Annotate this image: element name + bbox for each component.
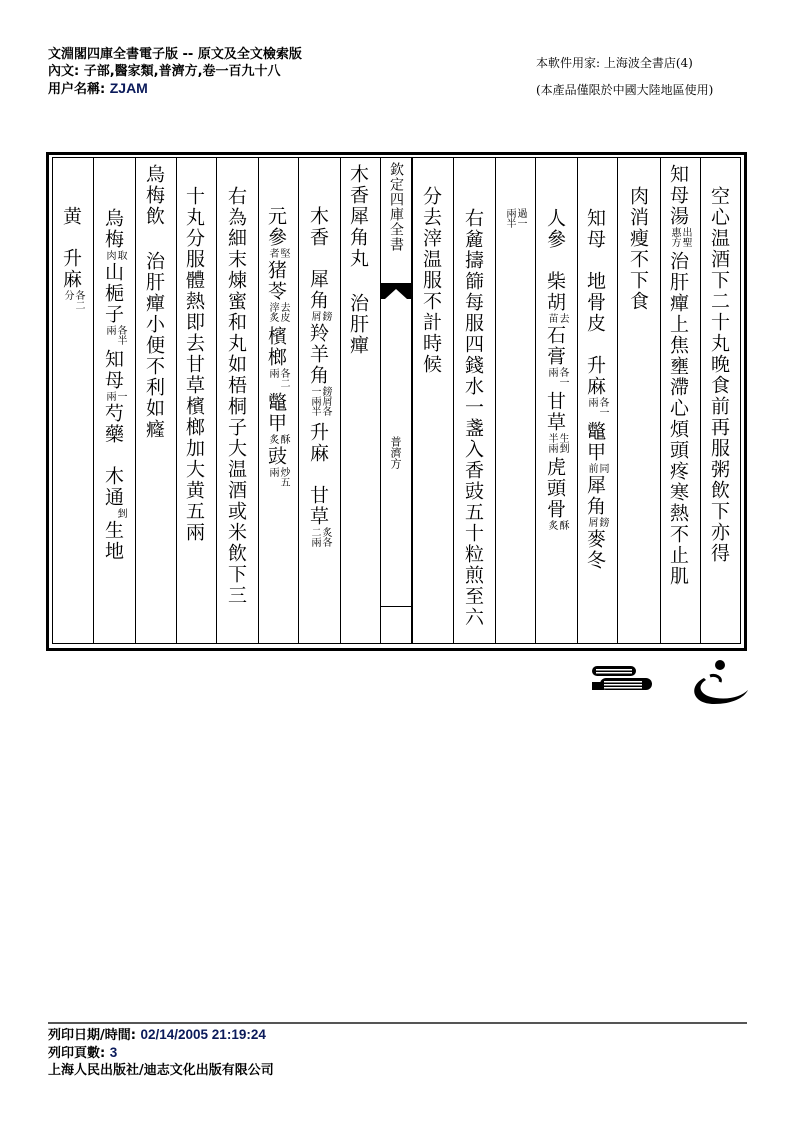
main-text: 治肝癉上焦壅滯心煩頭疼寒熱不止肌: [667, 251, 689, 587]
print-datetime-label: 列印日期/時間:: [48, 1028, 136, 1043]
banner-divider: [381, 606, 411, 607]
main-text: 地骨皮: [584, 271, 606, 334]
text-column: [577, 158, 617, 643]
region-notice: (本產品僅限於中國大陸地區使用): [536, 83, 714, 97]
print-datetime-line: [48, 1026, 747, 1044]
publisher: 上海人民出版社/迪志文化出版有限公司: [48, 1063, 274, 1078]
main-text: 人參: [544, 208, 566, 250]
column-text: 空心温酒下二十丸晚食前再服粥飲下亦得: [708, 186, 730, 564]
user-label: 用户名稱:: [48, 82, 106, 97]
main-text: 升麻: [60, 248, 82, 290]
main-text: 芍藥: [102, 403, 124, 445]
column-text: 分去滓温服不計時候: [420, 186, 442, 375]
annotation-note: 各一兩: [586, 397, 608, 417]
annotation-note: 出聖惠方: [669, 227, 691, 247]
main-text: 羚羊角: [307, 323, 329, 386]
content-path: 子部,醫家類,普濟方,卷一百九十八: [83, 64, 281, 79]
text-column: [340, 158, 380, 643]
text-column: [93, 158, 135, 643]
text-column: [216, 158, 258, 643]
column-text: [305, 206, 331, 551]
center-banner: [380, 158, 412, 643]
main-text: 黄: [60, 206, 82, 227]
annotation-note: 各二分: [62, 290, 84, 310]
main-text: 生地: [102, 520, 124, 562]
document-header: [48, 46, 302, 98]
main-text: 木通: [102, 466, 124, 508]
main-text: 知母湯: [667, 164, 689, 227]
column-text: [263, 206, 289, 491]
column-text: [58, 206, 84, 314]
text-column: [617, 158, 660, 643]
main-text: 山梔子: [102, 262, 124, 325]
main-text: [544, 250, 566, 271]
annotation-note: 一兩: [104, 391, 126, 401]
annotation-note: 取肉: [104, 250, 126, 260]
column-text: 右麄擣篩每服四錢水一盞入香豉五十粒煎至六: [462, 208, 484, 628]
print-datetime-value: 02/14/2005 21:19:24: [140, 1027, 266, 1042]
main-text: [307, 248, 329, 269]
main-text: 麥冬: [584, 529, 606, 571]
books-logo-icon: [592, 660, 752, 712]
text-column: [700, 158, 741, 643]
column-text: 右為細末煉蜜和丸如梧桐子大温酒或米飲下三: [225, 186, 247, 606]
annotation-note: 炒五兩: [267, 467, 289, 487]
main-text: 虎頭骨: [544, 457, 566, 520]
app-title: 文淵閣四庫全書電子版 -- 原文及全文檢索版: [48, 47, 302, 62]
annotation-note: 去皮滓炙: [267, 302, 289, 322]
main-text: 元參: [265, 206, 287, 248]
main-text: 烏梅: [102, 208, 124, 250]
fishtail-mark-icon: [381, 283, 411, 299]
annotation-note: 酥炙: [546, 520, 568, 530]
banner-title: 欽定四庫全書: [388, 162, 404, 252]
annotation-note: 生剉半兩: [546, 433, 568, 453]
column-text: [582, 208, 608, 571]
license-info: [536, 50, 713, 104]
annotation-note: 過一兩半: [504, 208, 526, 228]
publisher-logos: [592, 660, 752, 712]
text-column: [135, 158, 176, 643]
annotation-note: 剉: [115, 508, 126, 518]
main-text: [60, 227, 82, 248]
text-column: [660, 158, 700, 643]
annotation-note: 炙各二兩: [309, 527, 331, 547]
main-text: 猪苓: [265, 260, 287, 302]
main-text: [307, 464, 329, 485]
text-column: [53, 158, 93, 643]
column-text: 烏梅飲 治肝癉小便不利如癃: [143, 164, 165, 440]
main-text: 甘草: [544, 391, 566, 433]
text-column: [176, 158, 216, 643]
annotation-note: 堅者: [267, 248, 289, 258]
main-text: 升麻: [307, 422, 329, 464]
main-text: [584, 334, 606, 355]
annotation-note: 各一兩: [546, 367, 568, 387]
print-pages-value: 3: [109, 1045, 118, 1060]
text-column: [495, 158, 535, 643]
annotation-note: 鎊屑: [586, 517, 608, 527]
main-text: 知母: [584, 208, 606, 250]
annotation-note: 去苗: [546, 313, 568, 323]
main-text: 柴胡: [544, 271, 566, 313]
main-text: 石膏: [544, 325, 566, 367]
main-text: 豉: [265, 446, 287, 467]
column-text: [100, 208, 126, 562]
text-column: [412, 158, 453, 643]
print-pages-line: [48, 1044, 747, 1062]
content-path-line: [48, 63, 302, 80]
text-column: [258, 158, 298, 643]
column-text: 肉消瘦不下食: [627, 186, 649, 312]
main-text: 檳榔: [265, 326, 287, 368]
column-text: 十丸分服體熱即去甘草檳榔加大黄五兩: [183, 186, 205, 543]
annotation-note: 酥炙: [267, 434, 289, 444]
column-text: 木香犀角丸 治肝癉: [347, 164, 369, 356]
main-text: [584, 250, 606, 271]
main-text: 犀角: [584, 475, 606, 517]
annotation-note: 各二兩: [267, 368, 289, 388]
main-text: [102, 445, 124, 466]
text-column: [298, 158, 340, 643]
main-text: 升麻: [584, 355, 606, 397]
text-column: [453, 158, 495, 643]
user-line: [48, 80, 302, 98]
annotation-note: 同前: [586, 463, 608, 473]
main-text: 犀角: [307, 269, 329, 311]
main-text: 甘草: [307, 485, 329, 527]
print-pages-label: 列印頁數:: [48, 1046, 106, 1061]
main-text: 木香: [307, 206, 329, 248]
banner-book-title: 普濟方: [389, 436, 402, 469]
annotation-note: 鎊屑各一兩半: [309, 386, 331, 416]
main-text: 鼈甲: [584, 421, 606, 463]
column-text: [542, 208, 568, 532]
licensee: 本軟件用家: 上海波全書店(4): [536, 56, 693, 70]
main-text: 知母: [102, 349, 124, 391]
print-footer: [48, 1022, 747, 1079]
annotation-note: 各半兩: [104, 325, 126, 345]
content-label: 內文:: [48, 64, 80, 79]
column-text: [665, 164, 691, 587]
main-text: 鼈甲: [265, 392, 287, 434]
column-text: [500, 208, 526, 232]
annotation-note: 鎊屑: [309, 311, 331, 321]
user-name: ZJAM: [109, 80, 148, 96]
text-column: [535, 158, 577, 643]
